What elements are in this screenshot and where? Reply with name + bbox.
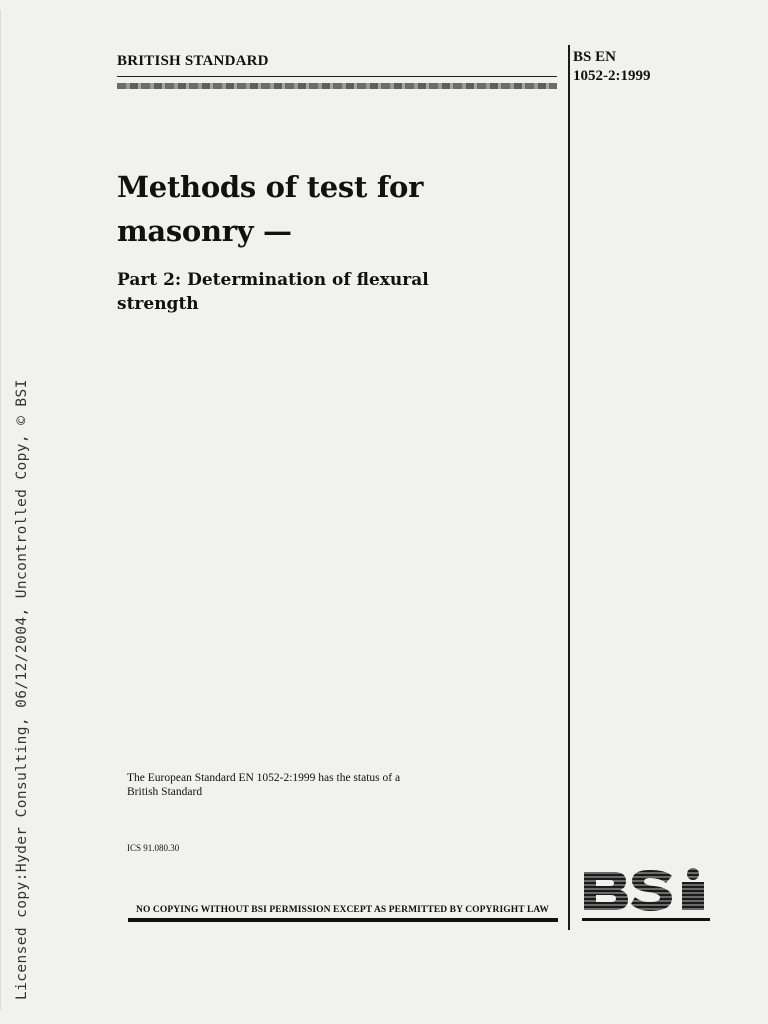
- standard-code: [573, 48, 651, 86]
- license-stamp: Licensed copy:Hyder Consulting, 06/12/2004, Uncontrolled Copy, © BSI: [14, 379, 30, 1000]
- subtitle-line1: Part 2: Determination of flexural: [117, 270, 429, 290]
- standard-code-line1: BS EN: [573, 49, 616, 65]
- bsi-logo: [582, 866, 710, 914]
- title-line1: Methods of test for: [117, 170, 424, 204]
- standard-code-line2: 1052-2:1999: [573, 68, 651, 84]
- subtitle-line2: strength: [117, 294, 199, 314]
- page-edge: [0, 10, 1, 1010]
- header-band: [117, 83, 557, 89]
- document-title: [117, 165, 537, 253]
- copyright-notice: NO COPYING WITHOUT BSI PERMISSION EXCEPT AS PERMITTED BY COPYRIGHT LAW: [136, 905, 549, 915]
- vertical-divider: [568, 45, 570, 930]
- header-rule: [117, 76, 557, 77]
- title-line2: masonry —: [117, 214, 292, 248]
- document-subtitle: [117, 268, 537, 316]
- ics-code: ICS 91.080.30: [127, 843, 180, 853]
- status-line1: The European Standard EN 1052-2:1999 has the status of a: [127, 772, 401, 784]
- footer-rule: [128, 918, 558, 922]
- standard-series-label: BRITISH STANDARD: [117, 53, 269, 69]
- footer-rule-right: [582, 918, 710, 921]
- status-statement: [127, 771, 447, 799]
- status-line2: British Standard: [127, 786, 203, 798]
